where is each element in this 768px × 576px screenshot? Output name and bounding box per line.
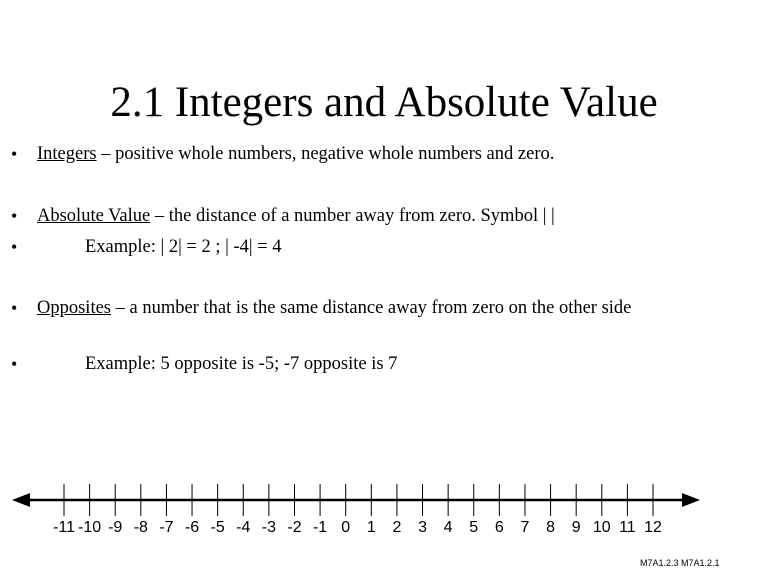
number-line-label: -7 bbox=[159, 519, 174, 536]
number-line-label: 4 bbox=[443, 519, 453, 536]
bullet-point: • bbox=[11, 298, 18, 318]
number-line-label: -11 bbox=[53, 519, 75, 536]
number-line-label: -1 bbox=[312, 519, 328, 536]
bullet-point: • bbox=[11, 206, 18, 226]
number-line-label: 10 bbox=[592, 519, 611, 536]
number-line-label: -9 bbox=[108, 519, 123, 536]
right-arrow-icon bbox=[682, 493, 700, 507]
number-line-label: 0 bbox=[341, 519, 351, 536]
number-line-label: 9 bbox=[571, 519, 581, 536]
number-line-label: 12 bbox=[644, 519, 662, 536]
bullet-point: • bbox=[11, 144, 18, 164]
number-line-label: -6 bbox=[184, 519, 200, 536]
definition-absolute-value: – the distance of a number away from zero. Symbol | | bbox=[150, 206, 555, 226]
term-integers: Integers bbox=[37, 144, 97, 164]
definition-opposites: – a number that is the same distance away from zero on the other side bbox=[111, 298, 632, 318]
number-line-label: 3 bbox=[418, 519, 427, 536]
example-opposites: Example: 5 opposite is -5; -7 opposite is 7 bbox=[85, 354, 398, 374]
number-line-label: 1 bbox=[366, 519, 376, 536]
number-line-label: -8 bbox=[133, 519, 148, 536]
number-line-label: -4 bbox=[236, 519, 251, 536]
slide-title: 2.1 Integers and Absolute Value bbox=[110, 79, 658, 126]
number-line-label: 2 bbox=[392, 519, 402, 536]
example-absolute-value: Example: | 2| = 2 ; | -4| = 4 bbox=[85, 237, 282, 257]
bullet-point: • bbox=[11, 237, 18, 257]
number-line-label: -10 bbox=[78, 519, 102, 536]
number-line-label: -3 bbox=[261, 519, 276, 536]
number-line-label: 5 bbox=[469, 519, 479, 536]
number-line-label: -2 bbox=[287, 519, 302, 536]
term-absolute-value: Absolute Value bbox=[37, 206, 151, 226]
term-opposites: Opposites bbox=[37, 298, 111, 318]
left-arrow-icon bbox=[12, 493, 30, 507]
definition-integers: – positive whole numbers, negative whole numbers and zero. bbox=[96, 144, 555, 164]
standards-footer: M7A1.2.3 M7A1.2.1 bbox=[640, 558, 720, 568]
number-line-label: 11 bbox=[619, 519, 636, 536]
number-line-label: -5 bbox=[210, 519, 225, 536]
number-line-label: 7 bbox=[520, 519, 530, 536]
number-line-label: 6 bbox=[494, 519, 504, 536]
bullet-point: • bbox=[11, 354, 18, 374]
number-line-label: 8 bbox=[546, 519, 556, 536]
number-line bbox=[0, 470, 768, 545]
